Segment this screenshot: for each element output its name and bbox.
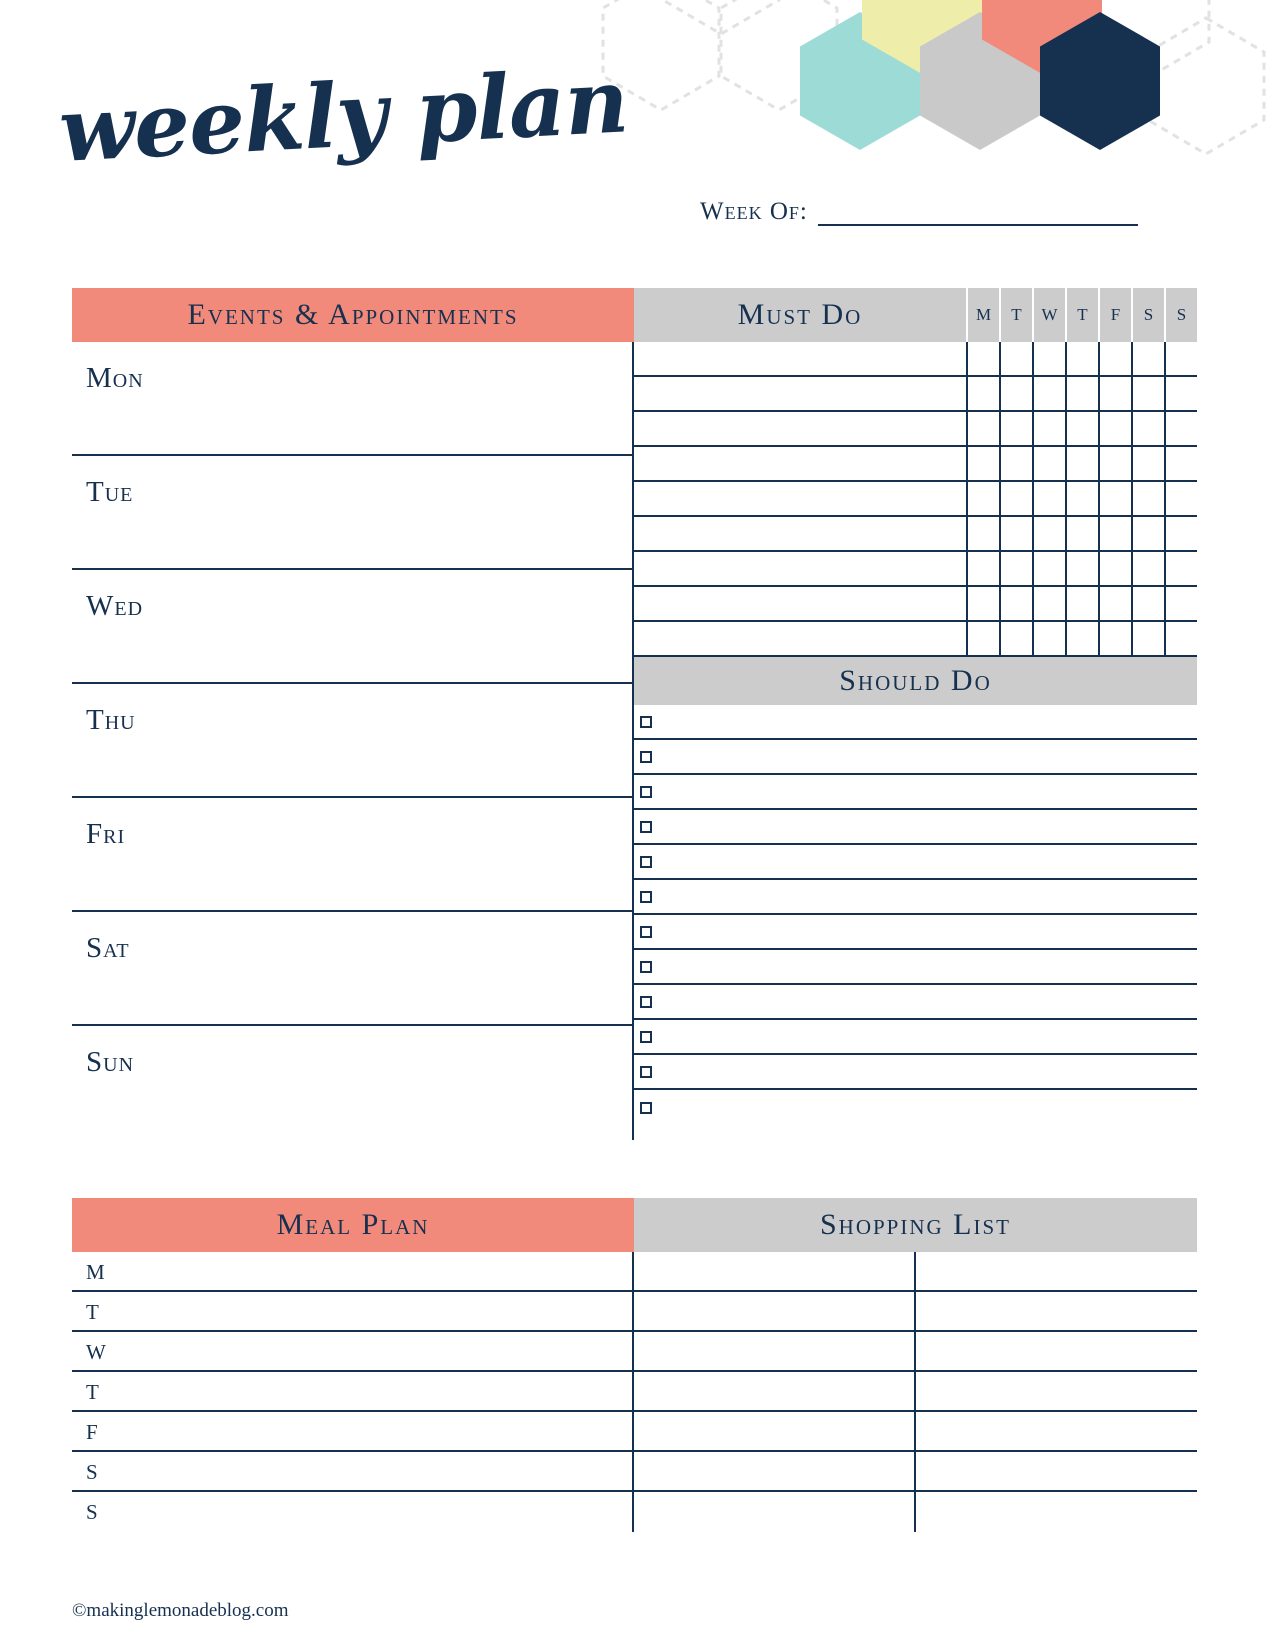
must-do-dow-f: F (1098, 288, 1131, 342)
should-do-row[interactable] (634, 880, 1197, 915)
should-do-header: Should Do (634, 657, 1197, 705)
must-do-row[interactable] (634, 552, 1197, 587)
must-do-check-f[interactable] (1098, 552, 1131, 585)
must-do-check-m[interactable] (966, 622, 999, 655)
shopping-list-row[interactable] (634, 1292, 914, 1332)
day-label: Sat (86, 932, 130, 964)
must-do-check-m[interactable] (966, 377, 999, 410)
shopping-list-row[interactable] (634, 1452, 914, 1492)
hex-outline-5 (1145, 16, 1267, 156)
checkbox-icon[interactable] (640, 1031, 652, 1043)
events-body (72, 342, 634, 1140)
should-do-row[interactable] (634, 740, 1197, 775)
must-do-check-f[interactable] (1098, 412, 1131, 445)
must-do-check-w[interactable] (1032, 517, 1065, 550)
must-do-check-s1[interactable] (1131, 412, 1164, 445)
must-do-check-s2[interactable] (1164, 342, 1197, 375)
must-do-row[interactable] (634, 412, 1197, 447)
page-header (0, 0, 1275, 260)
meal-day-label: T (86, 1380, 99, 1404)
must-do-check-w[interactable] (1032, 377, 1065, 410)
checkbox-icon[interactable] (640, 996, 652, 1008)
checkbox-icon[interactable] (640, 821, 652, 833)
day-label: Fri (86, 818, 126, 850)
must-do-check-t1[interactable] (999, 342, 1032, 375)
must-do-check-w[interactable] (1032, 412, 1065, 445)
should-do-row[interactable] (634, 1020, 1197, 1055)
todo-section (634, 288, 1197, 1140)
meal-plan-row[interactable] (72, 1332, 632, 1372)
shopping-list-row[interactable] (916, 1292, 1198, 1332)
must-do-task-input[interactable] (634, 342, 966, 375)
events-header: Events & Appointments (72, 288, 634, 342)
events-row-tue[interactable] (72, 456, 632, 570)
shopping-list-column-left (634, 1252, 916, 1532)
must-do-check-f[interactable] (1098, 482, 1131, 515)
events-section (72, 288, 634, 1140)
meal-day-label: S (86, 1460, 98, 1484)
shopping-list-row[interactable] (634, 1332, 914, 1372)
must-do-check-t2[interactable] (1065, 622, 1098, 655)
should-do-row[interactable] (634, 985, 1197, 1020)
must-do-row[interactable] (634, 587, 1197, 622)
must-do-check-t2[interactable] (1065, 482, 1098, 515)
shopping-list-row[interactable] (634, 1492, 914, 1532)
bottom-section (72, 1198, 1197, 1532)
must-do-dow-t2: T (1065, 288, 1098, 342)
must-do-row[interactable] (634, 447, 1197, 482)
day-label: Mon (86, 362, 144, 394)
must-do-dow-t1: T (999, 288, 1032, 342)
must-do-check-s2[interactable] (1164, 447, 1197, 480)
should-do-row[interactable] (634, 775, 1197, 810)
must-do-check-s2[interactable] (1164, 412, 1197, 445)
must-do-check-m[interactable] (966, 342, 999, 375)
day-label: Tue (86, 476, 134, 508)
must-do-check-s1[interactable] (1131, 482, 1164, 515)
must-do-task-input[interactable] (634, 412, 966, 445)
checkbox-icon[interactable] (640, 716, 652, 728)
must-do-check-t2[interactable] (1065, 412, 1098, 445)
shopping-list-header: Shopping List (634, 1198, 1197, 1252)
checkbox-icon[interactable] (640, 856, 652, 868)
checkbox-icon[interactable] (640, 786, 652, 798)
meal-plan-row[interactable] (72, 1412, 632, 1452)
week-of-label: Week Of: (700, 198, 808, 225)
must-do-task-input[interactable] (634, 377, 966, 410)
should-do-row[interactable] (634, 915, 1197, 950)
must-do-row[interactable] (634, 482, 1197, 517)
shopping-list-row[interactable] (916, 1452, 1198, 1492)
must-do-row[interactable] (634, 342, 1197, 377)
shopping-list-row[interactable] (634, 1372, 914, 1412)
page-title: weekly plan (56, 48, 631, 183)
must-do-row[interactable] (634, 622, 1197, 657)
must-do-row[interactable] (634, 377, 1197, 412)
must-do-check-w[interactable] (1032, 622, 1065, 655)
events-row-fri[interactable] (72, 798, 632, 912)
footer-credit: ©makinglemonadeblog.com (72, 1600, 289, 1621)
must-do-task-input[interactable] (634, 517, 966, 550)
meal-day-label: M (86, 1260, 105, 1284)
must-do-check-t1[interactable] (999, 587, 1032, 620)
main-grid (72, 288, 1197, 1140)
day-label: Thu (86, 704, 136, 736)
should-do-row[interactable] (634, 1055, 1197, 1090)
shopping-list-row[interactable] (916, 1372, 1198, 1412)
must-do-check-s1[interactable] (1131, 622, 1164, 655)
should-do-row[interactable] (634, 950, 1197, 985)
must-do-check-w[interactable] (1032, 587, 1065, 620)
must-do-check-s2[interactable] (1164, 482, 1197, 515)
shopping-list-row[interactable] (916, 1252, 1198, 1292)
day-label: Wed (86, 590, 144, 622)
checkbox-icon[interactable] (640, 891, 652, 903)
must-do-check-t1[interactable] (999, 412, 1032, 445)
must-do-check-f[interactable] (1098, 622, 1131, 655)
shopping-list-column-right (916, 1252, 1198, 1532)
checkbox-icon[interactable] (640, 1066, 652, 1078)
events-row-wed[interactable] (72, 570, 632, 684)
bottom-headers (72, 1198, 1197, 1252)
must-do-check-t1[interactable] (999, 552, 1032, 585)
meal-plan-row[interactable] (72, 1372, 632, 1412)
must-do-dow-m1: M (966, 288, 999, 342)
meal-plan-row[interactable] (72, 1292, 632, 1332)
events-row-mon[interactable] (72, 342, 632, 456)
must-do-check-t1[interactable] (999, 622, 1032, 655)
must-do-check-s2[interactable] (1164, 587, 1197, 620)
checkbox-icon[interactable] (640, 961, 652, 973)
meal-plan-header: Meal Plan (72, 1198, 634, 1252)
must-do-body (634, 342, 1197, 657)
meal-plan-body (72, 1252, 634, 1532)
must-do-check-t2[interactable] (1065, 377, 1098, 410)
events-row-sat[interactable] (72, 912, 632, 1026)
must-do-check-m[interactable] (966, 552, 999, 585)
meal-plan-row[interactable] (72, 1492, 632, 1532)
must-do-header (634, 288, 1197, 342)
week-of-field[interactable] (700, 198, 1138, 226)
must-do-check-w[interactable] (1032, 342, 1065, 375)
week-of-input[interactable] (818, 204, 1138, 226)
shopping-list-row[interactable] (634, 1252, 914, 1292)
must-do-check-t1[interactable] (999, 447, 1032, 480)
must-do-check-f[interactable] (1098, 447, 1131, 480)
must-do-task-input[interactable] (634, 552, 966, 585)
must-do-check-w[interactable] (1032, 447, 1065, 480)
must-do-check-f[interactable] (1098, 377, 1131, 410)
shopping-list-row[interactable] (916, 1412, 1198, 1452)
must-do-check-s1[interactable] (1131, 342, 1164, 375)
checkbox-icon[interactable] (640, 926, 652, 938)
must-do-task-input[interactable] (634, 587, 966, 620)
checkbox-icon[interactable] (640, 1102, 652, 1114)
bottom-body (72, 1252, 1197, 1532)
must-do-check-t2[interactable] (1065, 552, 1098, 585)
must-do-check-f[interactable] (1098, 517, 1131, 550)
must-do-check-m[interactable] (966, 517, 999, 550)
must-do-check-m[interactable] (966, 447, 999, 480)
must-do-check-f[interactable] (1098, 587, 1131, 620)
must-do-check-t2[interactable] (1065, 342, 1098, 375)
must-do-check-m[interactable] (966, 587, 999, 620)
must-do-check-m[interactable] (966, 482, 999, 515)
must-do-row[interactable] (634, 517, 1197, 552)
should-do-row[interactable] (634, 1090, 1197, 1125)
shopping-list-body (634, 1252, 1197, 1532)
shopping-list-row[interactable] (634, 1412, 914, 1452)
must-do-check-s1[interactable] (1131, 447, 1164, 480)
must-do-check-t2[interactable] (1065, 447, 1098, 480)
checkbox-icon[interactable] (640, 751, 652, 763)
events-row-thu[interactable] (72, 684, 632, 798)
must-do-check-m[interactable] (966, 412, 999, 445)
must-do-check-t1[interactable] (999, 517, 1032, 550)
must-do-task-input[interactable] (634, 447, 966, 480)
hexagon-decoration (600, 0, 1220, 184)
must-do-check-t2[interactable] (1065, 587, 1098, 620)
should-do-row[interactable] (634, 705, 1197, 740)
must-do-check-s2[interactable] (1164, 552, 1197, 585)
must-do-task-input[interactable] (634, 482, 966, 515)
meal-day-label: T (86, 1300, 99, 1324)
should-do-body (634, 705, 1197, 1125)
meal-plan-row[interactable] (72, 1452, 632, 1492)
must-do-check-s1[interactable] (1131, 517, 1164, 550)
must-do-check-s2[interactable] (1164, 517, 1197, 550)
must-do-check-s1[interactable] (1131, 552, 1164, 585)
must-do-check-f[interactable] (1098, 342, 1131, 375)
must-do-check-t1[interactable] (999, 482, 1032, 515)
must-do-dow-w: W (1032, 288, 1065, 342)
must-do-task-input[interactable] (634, 622, 966, 655)
must-do-check-s2[interactable] (1164, 622, 1197, 655)
must-do-check-t2[interactable] (1065, 517, 1098, 550)
shopping-list-row[interactable] (916, 1492, 1198, 1532)
must-do-check-s2[interactable] (1164, 377, 1197, 410)
meal-day-label: W (86, 1340, 106, 1364)
must-do-title: Must Do (737, 298, 863, 331)
must-do-check-w[interactable] (1032, 552, 1065, 585)
meal-plan-row[interactable] (72, 1252, 632, 1292)
meal-day-label: F (86, 1420, 98, 1444)
must-do-check-w[interactable] (1032, 482, 1065, 515)
must-do-check-t1[interactable] (999, 377, 1032, 410)
must-do-check-s1[interactable] (1131, 377, 1164, 410)
should-do-row[interactable] (634, 845, 1197, 880)
must-do-dow-s1: S (1131, 288, 1164, 342)
meal-day-label: S (86, 1500, 98, 1524)
must-do-dow-s2: S (1164, 288, 1197, 342)
should-do-row[interactable] (634, 810, 1197, 845)
shopping-list-row[interactable] (916, 1332, 1198, 1372)
must-do-check-s1[interactable] (1131, 587, 1164, 620)
day-label: Sun (86, 1046, 135, 1078)
events-row-sun[interactable] (72, 1026, 632, 1140)
